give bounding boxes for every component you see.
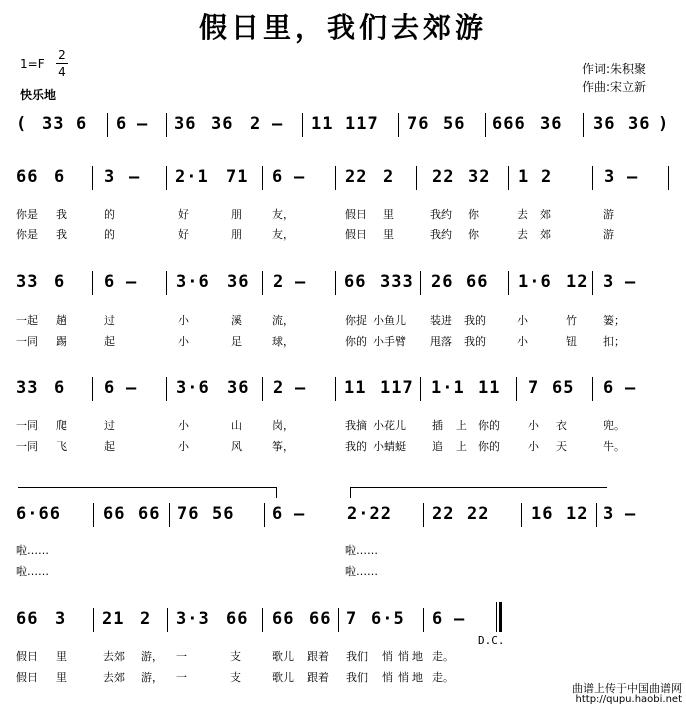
lyric-word: 啦……: [16, 565, 49, 578]
note-group: 66: [309, 609, 332, 629]
note-group: 7: [528, 378, 540, 398]
note-group: 2: [140, 609, 152, 629]
lyric-word: 你的: [478, 419, 500, 432]
lyric-line-10: [0, 669, 686, 683]
lyric-word: 支: [230, 650, 241, 663]
notation-system-5: [0, 608, 686, 632]
lyric-word: 去: [517, 208, 528, 221]
lyric-word: 小花儿: [373, 419, 406, 432]
bar-line: [302, 113, 303, 137]
note-group: 117: [380, 378, 414, 398]
note-group: 66: [103, 504, 126, 524]
lyric-word: 里: [383, 228, 394, 241]
note-group: 2: [273, 378, 285, 398]
note-group: –: [137, 114, 149, 134]
lyric-word: 里: [56, 650, 67, 663]
note-group: –: [625, 378, 637, 398]
note-group: 22: [467, 504, 490, 524]
watermark-line-1: 曲谱上传于中国曲谱网: [572, 682, 682, 695]
note-group: 56: [443, 114, 466, 134]
lyric-word: 小: [528, 440, 539, 453]
note-group: 6: [54, 272, 66, 292]
lyric-word: 你的: [345, 335, 367, 348]
lyric-word: 一: [176, 650, 187, 663]
lyric-word: 跟着: [307, 650, 329, 663]
lyric-word: 朋: [231, 208, 242, 221]
bar-line: [420, 271, 421, 295]
bar-line: [167, 608, 168, 632]
note-group: 36: [540, 114, 563, 134]
note-group: 3: [104, 167, 116, 187]
lyric-word: 游，: [141, 650, 163, 663]
lyric-word: 溪: [231, 314, 242, 327]
lyric-word: 走。: [432, 650, 454, 663]
note-group: 3·6: [176, 272, 210, 292]
lyric-word: 小蜻蜓: [373, 440, 406, 453]
note-group: –: [454, 609, 466, 629]
lyric-word: 假日: [16, 650, 38, 663]
time-signature: [56, 48, 68, 79]
lyric-word: 小手臂: [373, 335, 406, 348]
lyric-word: 趟: [56, 314, 67, 327]
lyric-word: 里: [56, 671, 67, 684]
lyric-word: 的: [104, 228, 115, 241]
note-group: 3: [603, 504, 615, 524]
lyric-word: 朋: [231, 228, 242, 241]
note-group: –: [126, 272, 138, 292]
lyric-line-1: [0, 206, 686, 220]
lyric-word: 风: [231, 440, 242, 453]
bar-line: [496, 602, 497, 632]
lyric-word: 小: [178, 440, 189, 453]
bar-line: [92, 377, 93, 401]
notation-system-4: [0, 503, 686, 527]
lyric-word: 你是: [16, 208, 38, 221]
lyric-word: 牛。: [603, 440, 625, 453]
lyric-word: 友，: [272, 228, 294, 241]
note-group: 2: [273, 272, 285, 292]
note-group: ): [658, 114, 670, 134]
lyric-word: 的: [104, 208, 115, 221]
lyric-word: 小: [528, 419, 539, 432]
lyric-word: 你是: [16, 228, 38, 241]
note-group: 11: [478, 378, 501, 398]
lyric-word: 一同: [16, 419, 38, 432]
note-group: 2·22: [347, 504, 392, 524]
lyric-word: 兜。: [603, 419, 625, 432]
note-group: 6: [603, 378, 615, 398]
lyric-word: 天: [556, 440, 567, 453]
bar-line: [516, 377, 517, 401]
bar-line: [335, 166, 336, 190]
lyric-word: 扣；: [603, 335, 625, 348]
lyric-word: 小: [517, 335, 528, 348]
lyric-word: 衣: [556, 419, 567, 432]
lyric-word: 歌儿: [272, 671, 294, 684]
lyric-word: 装进: [430, 314, 452, 327]
notation-system-2: [0, 271, 686, 295]
note-group: 66: [138, 504, 161, 524]
note-group: 6·5: [371, 609, 405, 629]
note-group: 2·1: [175, 167, 209, 187]
lyric-word: 歌儿: [272, 650, 294, 663]
bar-line: [592, 377, 593, 401]
lyric-word: 小: [178, 335, 189, 348]
lyric-line-2: [0, 226, 686, 240]
lyric-word: 假日: [16, 671, 38, 684]
lyric-word: 小: [178, 419, 189, 432]
lyric-line-7: [0, 542, 686, 556]
lyric-word: 假日: [345, 208, 367, 221]
note-group: 65: [552, 378, 575, 398]
note-group: 6: [116, 114, 128, 134]
lyric-word: 上: [456, 440, 467, 453]
lyric-word: 你: [468, 228, 479, 241]
bar-line: [262, 271, 263, 295]
note-group: 36: [227, 272, 250, 292]
bar-line: [335, 377, 336, 401]
lyric-word: 里: [383, 208, 394, 221]
lyric-word: 郊: [540, 208, 551, 221]
note-group: –: [625, 504, 637, 524]
note-group: 36: [593, 114, 616, 134]
lyric-word: 悄: [382, 671, 393, 684]
note-group: 2: [250, 114, 262, 134]
bar-line: [398, 113, 399, 137]
note-group: 36: [211, 114, 234, 134]
lyric-line-6: [0, 438, 686, 452]
lyric-word: 一起: [16, 314, 38, 327]
note-group: 26: [431, 272, 454, 292]
lyric-word: 你的: [478, 440, 500, 453]
note-group: 22: [345, 167, 368, 187]
note-group: 6: [104, 272, 116, 292]
watermark-url: http://qupu.haobi.net: [575, 694, 682, 705]
lyric-word: 去郊: [103, 671, 125, 684]
bar-line: [93, 608, 94, 632]
bar-line: [416, 166, 417, 190]
lyric-word: 悄: [398, 650, 409, 663]
note-group: 2: [541, 167, 553, 187]
bar-line: [335, 271, 336, 295]
lyric-word: 插: [432, 419, 443, 432]
bar-line: [166, 377, 167, 401]
lyric-word: 啦……: [345, 544, 378, 557]
note-group: –: [126, 378, 138, 398]
note-group: 66: [226, 609, 249, 629]
note-group: 33: [42, 114, 65, 134]
bar-line: [521, 503, 522, 527]
note-group: 12: [566, 272, 589, 292]
lyric-word: 我们: [346, 671, 368, 684]
lyric-word: 足: [231, 335, 242, 348]
lyric-word: 筝，: [272, 440, 294, 453]
lyric-word: 支: [230, 671, 241, 684]
note-group: 21: [102, 609, 125, 629]
source-watermark: [572, 683, 682, 705]
bar-line: [92, 166, 93, 190]
lyric-line-8: [0, 563, 686, 577]
lyric-word: 追: [432, 440, 443, 453]
lyric-word: 地: [412, 671, 423, 684]
bar-line: [262, 166, 263, 190]
note-group: –: [295, 378, 307, 398]
note-group: 3: [55, 609, 67, 629]
lyric-word: 飞: [56, 440, 67, 453]
lyric-word: 我: [56, 208, 67, 221]
lyric-word: 我摘: [345, 419, 367, 432]
note-group: 66: [272, 609, 295, 629]
note-group: 117: [345, 114, 379, 134]
note-group: 76: [177, 504, 200, 524]
bar-line: [596, 503, 597, 527]
note-group: 66: [466, 272, 489, 292]
note-group: 6: [432, 609, 444, 629]
lyric-line-5: [0, 417, 686, 431]
bar-line: [508, 166, 509, 190]
lyric-word: 走。: [432, 671, 454, 684]
lyric-word: 小: [178, 314, 189, 327]
lyric-word: 悄: [398, 671, 409, 684]
lyric-word: 悄: [382, 650, 393, 663]
note-group: 66: [16, 609, 39, 629]
lyric-word: 上: [456, 419, 467, 432]
lyric-word: 好: [178, 228, 189, 241]
bar-line: [592, 271, 593, 295]
lyric-word: 竹: [566, 314, 577, 327]
lyric-line-9: [0, 648, 686, 662]
lyric-word: 一: [176, 671, 187, 684]
lyric-word: 一同: [16, 440, 38, 453]
bar-line: [92, 271, 93, 295]
note-group: 66: [16, 167, 39, 187]
bar-line: [107, 113, 108, 137]
bar-line: [583, 113, 584, 137]
note-group: 1: [518, 167, 530, 187]
lyric-word: 甩落: [430, 335, 452, 348]
bar-line: [166, 166, 167, 190]
lyric-word: 流，: [272, 314, 294, 327]
note-group: 66: [344, 272, 367, 292]
bar-line: [485, 113, 486, 137]
lyric-word: 游: [603, 208, 614, 221]
bar-line: [262, 377, 263, 401]
note-group: 32: [468, 167, 491, 187]
notation-system-1: [0, 166, 686, 190]
lyric-word: 我的: [464, 335, 486, 348]
note-group: (: [16, 114, 28, 134]
bar-line: [592, 166, 593, 190]
lyric-word: 郊: [540, 228, 551, 241]
lyric-word: 地: [412, 650, 423, 663]
lyric-word: 一同: [16, 335, 38, 348]
bar-line: [423, 608, 424, 632]
bar-line: [264, 503, 265, 527]
note-group: 2: [383, 167, 395, 187]
lyric-word: 我: [56, 228, 67, 241]
bar-line: [668, 166, 669, 190]
bar-line: [508, 271, 509, 295]
lyric-word: 我约: [430, 228, 452, 241]
lyric-line-3: [0, 312, 686, 326]
note-group: 3: [603, 272, 615, 292]
lyricist-credit: 作词:朱积聚: [582, 62, 647, 76]
note-group: 56: [212, 504, 235, 524]
note-group: 76: [407, 114, 430, 134]
lyric-word: 山: [231, 419, 242, 432]
lyric-word: 游: [603, 228, 614, 241]
lyric-word: 过: [104, 419, 115, 432]
lyric-word: 啦……: [345, 565, 378, 578]
note-group: 1·1: [431, 378, 465, 398]
song-title: 假日里，我们去郊游: [198, 11, 487, 44]
note-group: –: [627, 167, 639, 187]
bar-line: [93, 503, 94, 527]
lyric-word: 我们: [346, 650, 368, 663]
note-group: –: [294, 167, 306, 187]
lyric-word: 我约: [430, 208, 452, 221]
da-capo-marking: D.C.: [478, 634, 505, 647]
note-group: 6: [272, 167, 284, 187]
final-bar-line: [499, 602, 502, 632]
note-group: 7: [346, 609, 358, 629]
note-group: –: [272, 114, 284, 134]
lyric-word: 钮: [566, 335, 577, 348]
lyric-word: 球，: [272, 335, 294, 348]
lyric-word: 我的: [464, 314, 486, 327]
lyric-word: 过: [104, 314, 115, 327]
lyric-word: 去郊: [103, 650, 125, 663]
note-group: 3·3: [176, 609, 210, 629]
lyric-word: 好: [178, 208, 189, 221]
lyric-word: 去: [517, 228, 528, 241]
note-group: 71: [226, 167, 249, 187]
note-group: –: [625, 272, 637, 292]
notation-system-3: [0, 377, 686, 401]
lyric-line-4: [0, 333, 686, 347]
note-group: 36: [628, 114, 651, 134]
bar-line: [338, 608, 339, 632]
note-group: 666: [492, 114, 526, 134]
note-group: 33: [16, 272, 39, 292]
lyric-word: 跟着: [307, 671, 329, 684]
note-group: 36: [174, 114, 197, 134]
lyric-word: 我的: [345, 440, 367, 453]
tempo-marking: 快乐地: [20, 88, 57, 102]
note-group: 6: [76, 114, 88, 134]
notation-system-intro: [0, 113, 686, 137]
note-group: 6·66: [16, 504, 61, 524]
lyric-word: 小鱼儿: [373, 314, 406, 327]
note-group: 22: [432, 167, 455, 187]
note-group: 36: [227, 378, 250, 398]
key-signature: 1=F: [20, 57, 45, 71]
note-group: –: [295, 272, 307, 292]
lyric-word: 小: [517, 314, 528, 327]
note-group: 6: [104, 378, 116, 398]
note-group: 11: [311, 114, 334, 134]
lyric-word: 岗，: [272, 419, 294, 432]
time-sig-numerator: 2: [58, 48, 66, 62]
first-ending-bracket: [18, 487, 277, 498]
lyric-word: 啦……: [16, 544, 49, 557]
note-group: 16: [531, 504, 554, 524]
second-ending-bracket: [350, 487, 607, 498]
bar-line: [420, 377, 421, 401]
note-group: 333: [380, 272, 414, 292]
bar-line: [169, 503, 170, 527]
bar-line: [262, 608, 263, 632]
lyric-word: 篓；: [603, 314, 625, 327]
note-group: 11: [344, 378, 367, 398]
note-group: 1·6: [518, 272, 552, 292]
lyric-word: 游，: [141, 671, 163, 684]
note-group: 22: [432, 504, 455, 524]
note-group: 6: [272, 504, 284, 524]
lyric-word: 踢: [56, 335, 67, 348]
note-group: 6: [54, 167, 66, 187]
note-group: 33: [16, 378, 39, 398]
note-group: 12: [566, 504, 589, 524]
composer-credit: 作曲:宋立新: [582, 80, 647, 94]
bar-line: [166, 271, 167, 295]
note-group: –: [294, 504, 306, 524]
lyric-word: 起: [104, 335, 115, 348]
note-group: 6: [54, 378, 66, 398]
lyric-word: 你捉: [345, 314, 367, 327]
bar-line: [423, 503, 424, 527]
lyric-word: 友，: [272, 208, 294, 221]
fraction-line: [56, 63, 68, 64]
lyric-word: 爬: [56, 419, 67, 432]
lyric-word: 假日: [345, 228, 367, 241]
lyric-word: 你: [468, 208, 479, 221]
bar-line: [166, 113, 167, 137]
note-group: –: [129, 167, 141, 187]
lyric-word: 起: [104, 440, 115, 453]
note-group: 3: [604, 167, 616, 187]
note-group: 3·6: [176, 378, 210, 398]
time-sig-denominator: 4: [58, 65, 66, 79]
